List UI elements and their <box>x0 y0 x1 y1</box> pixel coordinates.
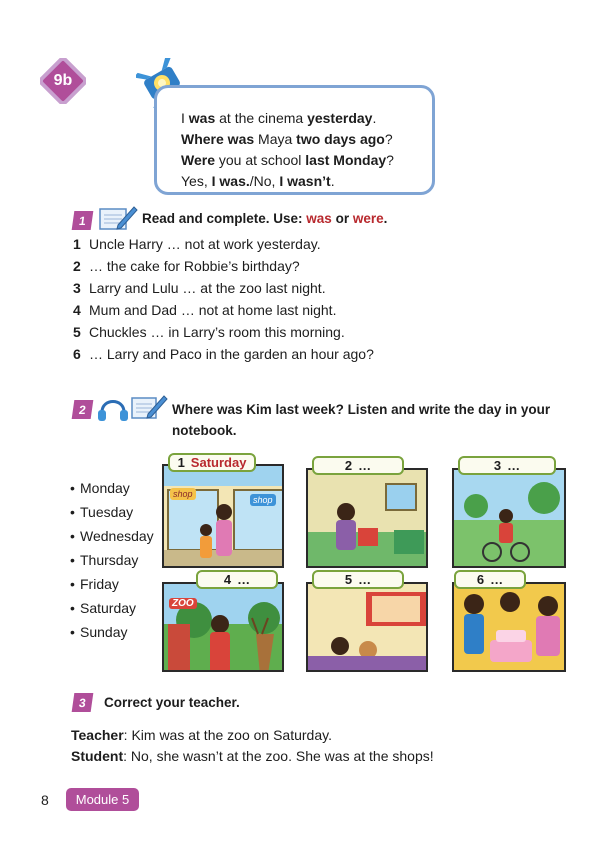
picture-1-label <box>168 453 256 472</box>
instruction-line: Where was Kim last week? Listen and write the day in your <box>172 402 551 417</box>
grammar-line <box>181 152 394 168</box>
pencil-notebook-icon <box>128 392 168 425</box>
grammar-bold-text: I wasn’t <box>279 173 331 189</box>
item-text: … the cake for Robbie’s birthday? <box>89 258 300 274</box>
day-label: Sunday <box>80 624 128 640</box>
end: . <box>383 211 388 226</box>
picture-number: 4 <box>223 572 232 587</box>
pencil-notebook-icon <box>96 203 138 236</box>
picture-1 <box>162 464 284 568</box>
speaker: Student <box>71 748 124 764</box>
headphones-icon <box>96 392 130 427</box>
item-text: … Larry and Paco in the garden an hour ago? <box>89 346 374 362</box>
picture-answer: … <box>507 458 521 473</box>
grammar-bold-text: Where was <box>181 131 255 147</box>
dialogue-line <box>71 748 434 764</box>
park-illustration <box>454 470 566 568</box>
grammar-text: Yes, <box>181 173 212 189</box>
picture-number: 2 <box>344 458 353 473</box>
module-badge: Module 5 <box>66 788 139 811</box>
exercise-1-instruction <box>142 210 387 227</box>
grammar-box <box>154 85 435 195</box>
item-text: Mum and Dad … not at home last night. <box>89 302 337 318</box>
exercise-2-number: 2 <box>72 400 94 419</box>
connector: or <box>331 211 353 226</box>
picture-5-label <box>312 570 404 589</box>
list-item <box>73 302 336 318</box>
picture-6 <box>452 582 566 672</box>
picture-4-label <box>196 570 278 589</box>
dialogue-line <box>71 727 332 743</box>
exercise-3-number: 3 <box>72 693 94 712</box>
list-item: • Thursday <box>70 552 139 568</box>
picture-6-label <box>454 570 526 589</box>
zoo-sign: ZOO <box>169 598 197 609</box>
item-number: 6 <box>73 346 81 362</box>
day-label: Saturday <box>80 600 137 616</box>
grammar-text: at the cinema <box>215 110 308 126</box>
picture-3-label <box>458 456 556 475</box>
item-number: 2 <box>73 258 81 274</box>
day-label: Monday <box>80 480 130 496</box>
grammar-text: Maya <box>254 131 297 147</box>
grammar-bold-text: yesterday <box>307 110 373 126</box>
picture-2-label <box>312 456 404 475</box>
exercise-3-instruction: Correct your teacher. <box>104 695 240 710</box>
picture-answer: … <box>237 572 251 587</box>
grammar-text: I <box>181 110 189 126</box>
shop-sign: shop <box>250 494 276 506</box>
grammar-bold-text: last Monday <box>305 152 387 168</box>
list-item <box>73 280 326 296</box>
picture-answer: … <box>358 458 372 473</box>
picture-number: 5 <box>344 572 353 587</box>
list-item <box>73 346 374 362</box>
grammar-text: ? <box>386 152 394 168</box>
grammar-line <box>181 110 376 126</box>
day-label: Friday <box>80 576 119 592</box>
shop-sign: shop <box>170 488 196 500</box>
list-item <box>73 258 300 274</box>
exercise-2-instruction <box>172 401 550 439</box>
dialogue-text: : Kim was at the zoo on Saturday. <box>123 727 332 743</box>
shops-illustration <box>164 466 284 568</box>
list-item: • Friday <box>70 576 119 592</box>
list-item: • Sunday <box>70 624 128 640</box>
word-was: was <box>306 211 332 226</box>
picture-number: 3 <box>493 458 502 473</box>
page-number: 8 <box>41 792 49 808</box>
list-item: • Wednesday <box>70 528 154 544</box>
picture-3 <box>452 468 566 568</box>
picture-4 <box>162 582 284 672</box>
list-item: • Saturday <box>70 600 137 616</box>
cinema-illustration <box>308 584 428 672</box>
list-item <box>73 324 345 340</box>
instruction-line: notebook. <box>172 423 237 438</box>
picture-answer: … <box>490 572 504 587</box>
grammar-text: /No, <box>249 173 280 189</box>
grammar-bold-text: Were <box>181 152 215 168</box>
item-number: 5 <box>73 324 81 340</box>
grammar-bold-text: two days ago <box>296 131 385 147</box>
picture-answer: … <box>358 572 372 587</box>
grammar-text: . <box>372 110 377 126</box>
lesson-badge <box>40 58 86 104</box>
list-item: • Monday <box>70 480 130 496</box>
picture-5 <box>306 582 428 672</box>
party-illustration <box>454 584 566 672</box>
exercise-1-number: 1 <box>72 211 94 230</box>
grammar-text: ? <box>384 131 393 147</box>
dialogue-text: : No, she wasn’t at the zoo. She was at the shops! <box>123 748 434 764</box>
grammar-text: you at school <box>214 152 306 168</box>
day-label: Thursday <box>80 552 139 568</box>
item-number: 4 <box>73 302 81 318</box>
picture-number: 1 <box>177 455 185 470</box>
item-text: Uncle Harry … not at work yesterday. <box>89 236 321 252</box>
list-item: • Tuesday <box>70 504 134 520</box>
day-label: Tuesday <box>80 504 134 520</box>
picture-number: 6 <box>476 572 485 587</box>
speaker: Teacher <box>71 727 124 743</box>
grammar-bold-text: was <box>188 110 216 126</box>
item-text: Chuckles … in Larry’s room this morning. <box>89 324 345 340</box>
grammar-bold-text: I was. <box>211 173 250 189</box>
grammar-line <box>181 173 335 189</box>
day-label: Wednesday <box>80 528 154 544</box>
grammar-line <box>181 131 393 147</box>
list-item <box>73 236 321 252</box>
item-number: 1 <box>73 236 81 252</box>
living-room-illustration <box>308 470 428 568</box>
lesson-badge-label: 9b <box>53 72 73 89</box>
item-text: Larry and Lulu … at the zoo last night. <box>89 280 326 296</box>
picture-answer: Saturday <box>190 455 247 470</box>
grammar-text: . <box>330 173 335 189</box>
instruction-text: Read and complete. Use: <box>142 211 307 226</box>
word-were: were <box>352 211 384 226</box>
item-number: 3 <box>73 280 81 296</box>
picture-2 <box>306 468 428 568</box>
